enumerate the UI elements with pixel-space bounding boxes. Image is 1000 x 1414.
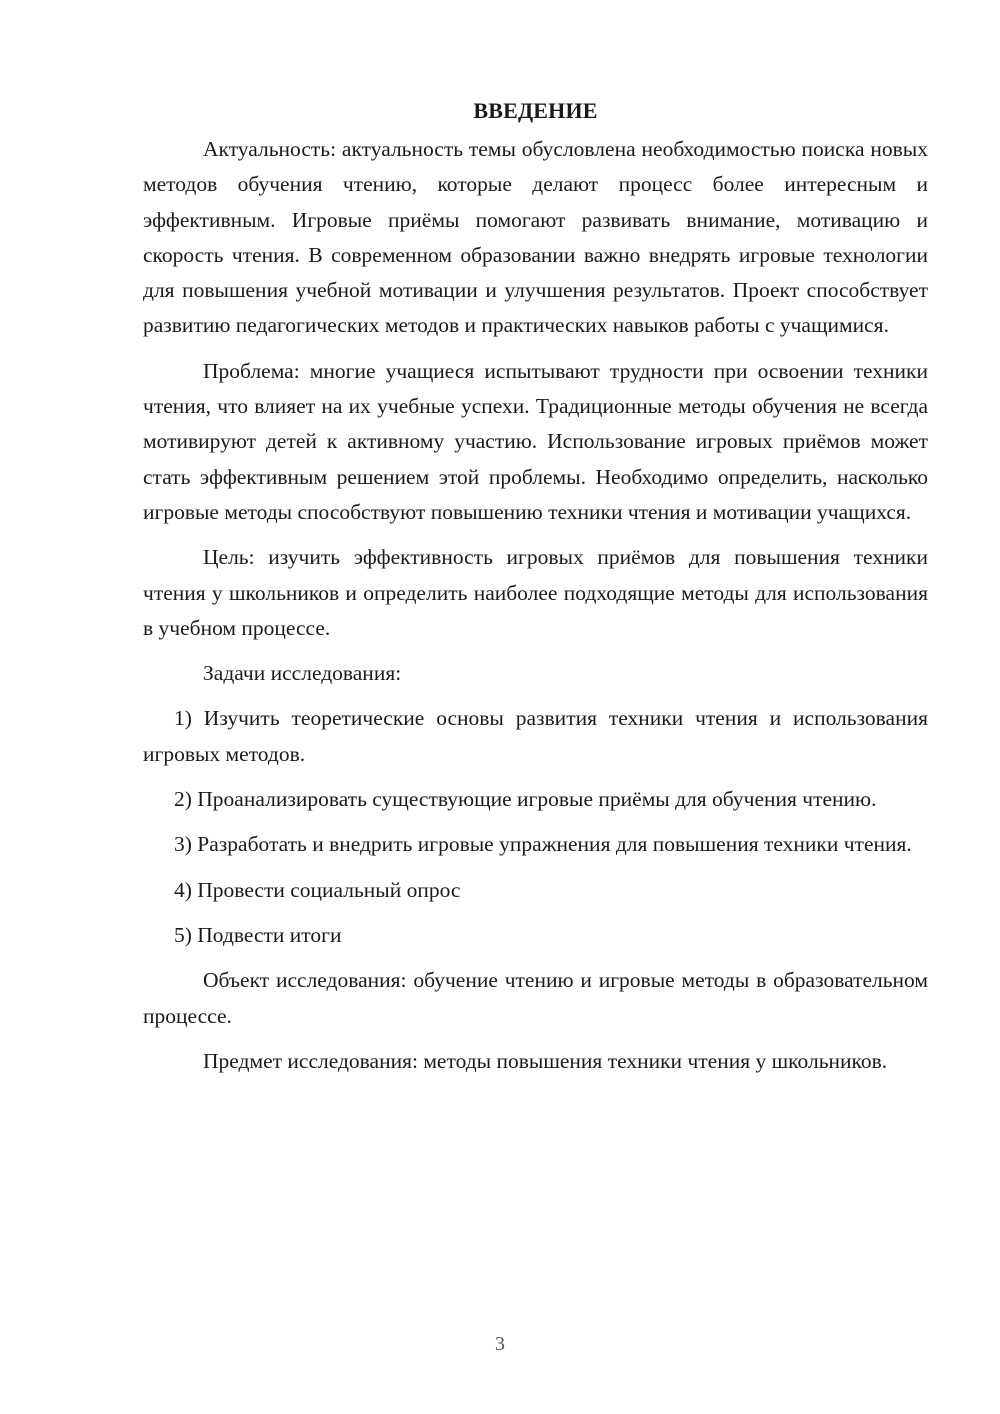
tasks-heading: Задачи исследования: [203, 661, 402, 686]
page-title: ВВЕДЕНИЕ [473, 98, 598, 123]
problem-paragraph: Проблема: многие учащиеся испытывают трудности при освоении техники чтения, что влияет на их учебные успехи. Традиционные методы обучения не всегда мотивируют детей к активному участию. Использование игровых приёмов может стать эффективным решением этой проблемы. Необходимо определить, насколько игровые методы способствуют повышению техники чтения и мотивации учащихся. [143, 358, 928, 524]
object-paragraph: Объект исследования: обучение чтению и игровые методы в образовательном процессе. [143, 968, 928, 1028]
subject-paragraph: Предмет исследования: методы повышения техники чтения у школьников. [203, 1048, 888, 1073]
task-item-3: 3) Разработать и внедрить игровые упражнения для повышения техники чтения. [174, 832, 912, 857]
page-number: 3 [495, 1333, 505, 1355]
document-page [143, 96, 928, 1089]
relevance-paragraph: Актуальность: актуальность темы обусловлена необходимостью поиска новых методов обучения чтению, которые делают процесс более интересным и эффективным. Игровые приёмы помогают развивать внимание, мотивацию и скорость чтения. В современном образовании важно внедрять игровые технологии для повышения учебной мотивации и улучшения результатов. Проект способствует развитию педагогических методов и практических навыков работы с учащимися. [143, 137, 928, 338]
task-item-4: 4) Провести социальный опрос [174, 877, 461, 902]
goal-paragraph: Цель: изучить эффективность игровых приёмов для повышения техники чтения у школьников и определить наиболее подходящие методы для использования в учебном процессе. [143, 545, 928, 640]
task-item-1: 1) Изучить теоретические основы развития техники чтения и использования игровых методов. [143, 706, 928, 766]
task-item-2: 2) Проанализировать существующие игровые приёмы для обучения чтению. [174, 787, 877, 812]
task-item-5: 5) Подвести итоги [174, 922, 342, 947]
